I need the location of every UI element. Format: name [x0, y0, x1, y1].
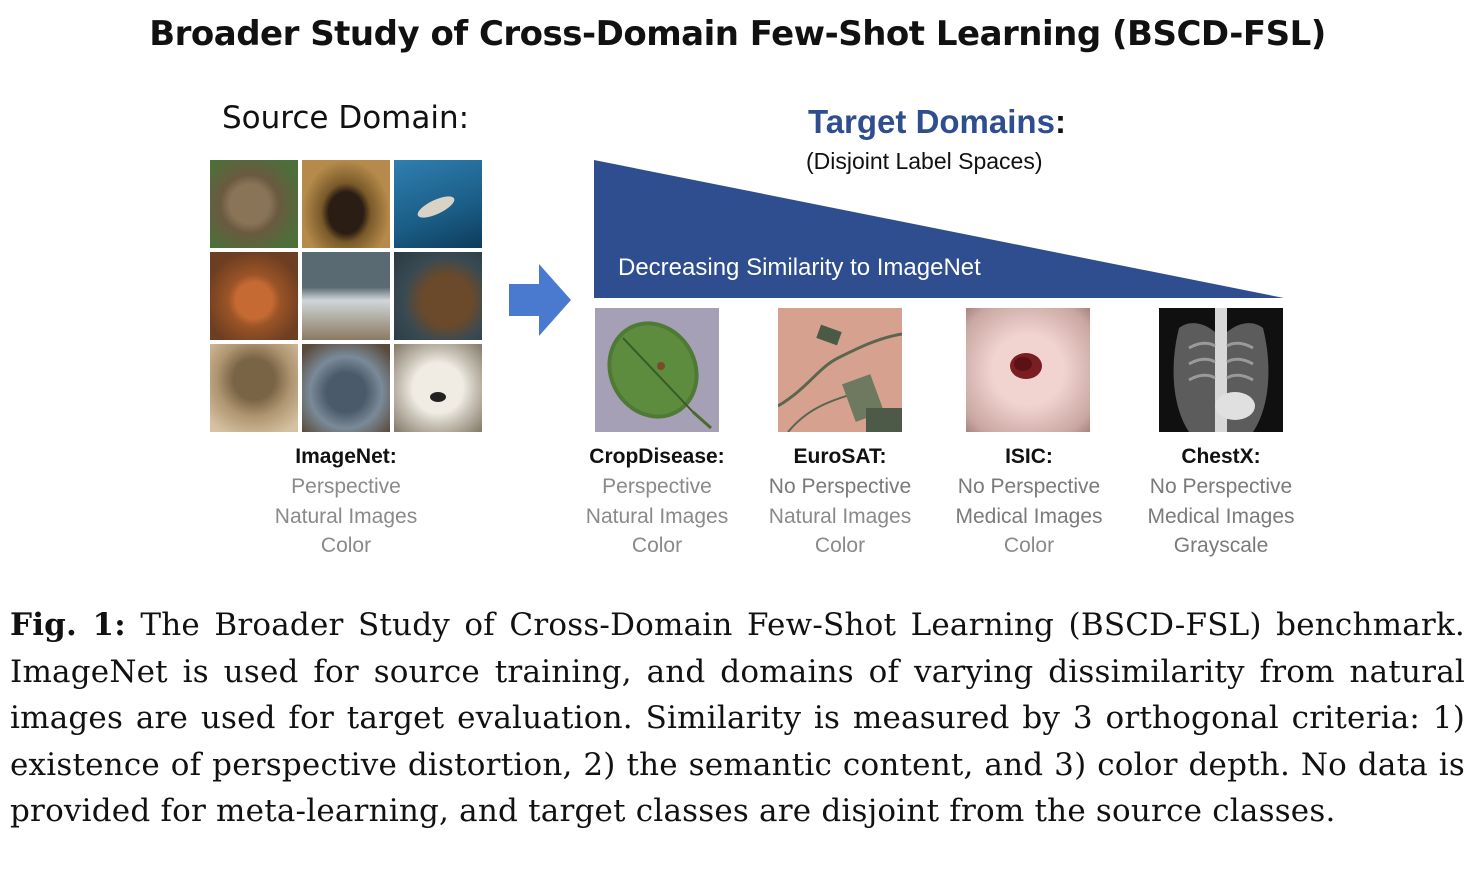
- imagenet-property: Natural Images: [274, 504, 418, 528]
- imagenet-sample-cat: [302, 344, 390, 432]
- domain-name: CropDisease:: [589, 445, 725, 468]
- similarity-label: Decreasing Similarity to ImageNet: [618, 254, 981, 281]
- domain-property: No Perspective: [957, 475, 1101, 498]
- target-domains-title: Target Domains: [808, 103, 1055, 140]
- figure-caption-label: Fig. 1:: [10, 607, 126, 643]
- domain-name: EuroSAT:: [793, 445, 887, 468]
- isic-skin-lesion-image: [966, 308, 1090, 432]
- figure-caption: [10, 602, 1465, 835]
- domain-name: ChestX:: [1181, 445, 1261, 468]
- target-domains-colon: :: [1054, 103, 1066, 140]
- target-domains-heading: [808, 103, 1066, 141]
- imagenet-sample-polar-bear: [394, 344, 482, 432]
- domain-property: Color: [814, 534, 866, 557]
- source-domain-heading: Source Domain:: [222, 100, 470, 136]
- eurosat-caption: [755, 442, 925, 561]
- imagenet-sample-fox: [210, 252, 298, 340]
- isic-caption: [944, 442, 1114, 561]
- right-arrow-icon: [509, 264, 571, 336]
- domain-property: Perspective: [602, 475, 712, 498]
- imagenet-name: ImageNet:: [295, 445, 397, 468]
- imagenet-sample-bear: [394, 252, 482, 340]
- target-domains-subheading: (Disjoint Label Spaces): [806, 148, 1043, 174]
- cropdisease-leaf-image: [595, 308, 719, 432]
- chestx-caption: [1136, 442, 1306, 561]
- domain-property: Grayscale: [1173, 534, 1269, 557]
- figure-caption-text: The Broader Study of Cross-Domain Few-Shot Learning (BSCD-FSL) benchmark. ImageNet is used for source training, and domains of varying dissimilarity from natural images are used for target evaluation. Similarity is measured by 3 orthogonal criteria: 1) existence of perspective distortion, 2) the semantic content, and 3) color depth. No data is provided for meta-learning, and target classes are disjoint from the source classes.: [10, 607, 1465, 829]
- domain-property: Natural Images: [768, 504, 912, 528]
- domain-property: No Perspective: [768, 475, 912, 498]
- imagenet-caption: [230, 442, 462, 561]
- imagenet-property: Color: [320, 534, 372, 557]
- domain-property: Color: [1003, 534, 1055, 557]
- imagenet-sample-dog: [302, 160, 390, 248]
- imagenet-sample-sea-lion: [394, 160, 482, 248]
- domain-name: ISIC:: [1005, 445, 1053, 468]
- domain-property: Medical Images: [1147, 504, 1295, 528]
- chestx-xray-image: [1159, 308, 1283, 432]
- imagenet-sample-seal: [210, 344, 298, 432]
- cropdisease-caption: [572, 442, 742, 561]
- imagenet-property: Perspective: [291, 475, 401, 498]
- domain-property: Natural Images: [585, 504, 729, 528]
- imagenet-sample-hyena: [210, 160, 298, 248]
- imagenet-sample-leopard: [302, 252, 390, 340]
- domain-property: Color: [631, 534, 683, 557]
- domain-property: No Perspective: [1149, 475, 1293, 498]
- figure-title: Broader Study of Cross-Domain Few-Shot Learning (BSCD-FSL): [149, 14, 1326, 54]
- eurosat-satellite-image: [778, 308, 902, 432]
- imagenet-image-grid: [210, 160, 482, 432]
- domain-property: Medical Images: [955, 504, 1103, 528]
